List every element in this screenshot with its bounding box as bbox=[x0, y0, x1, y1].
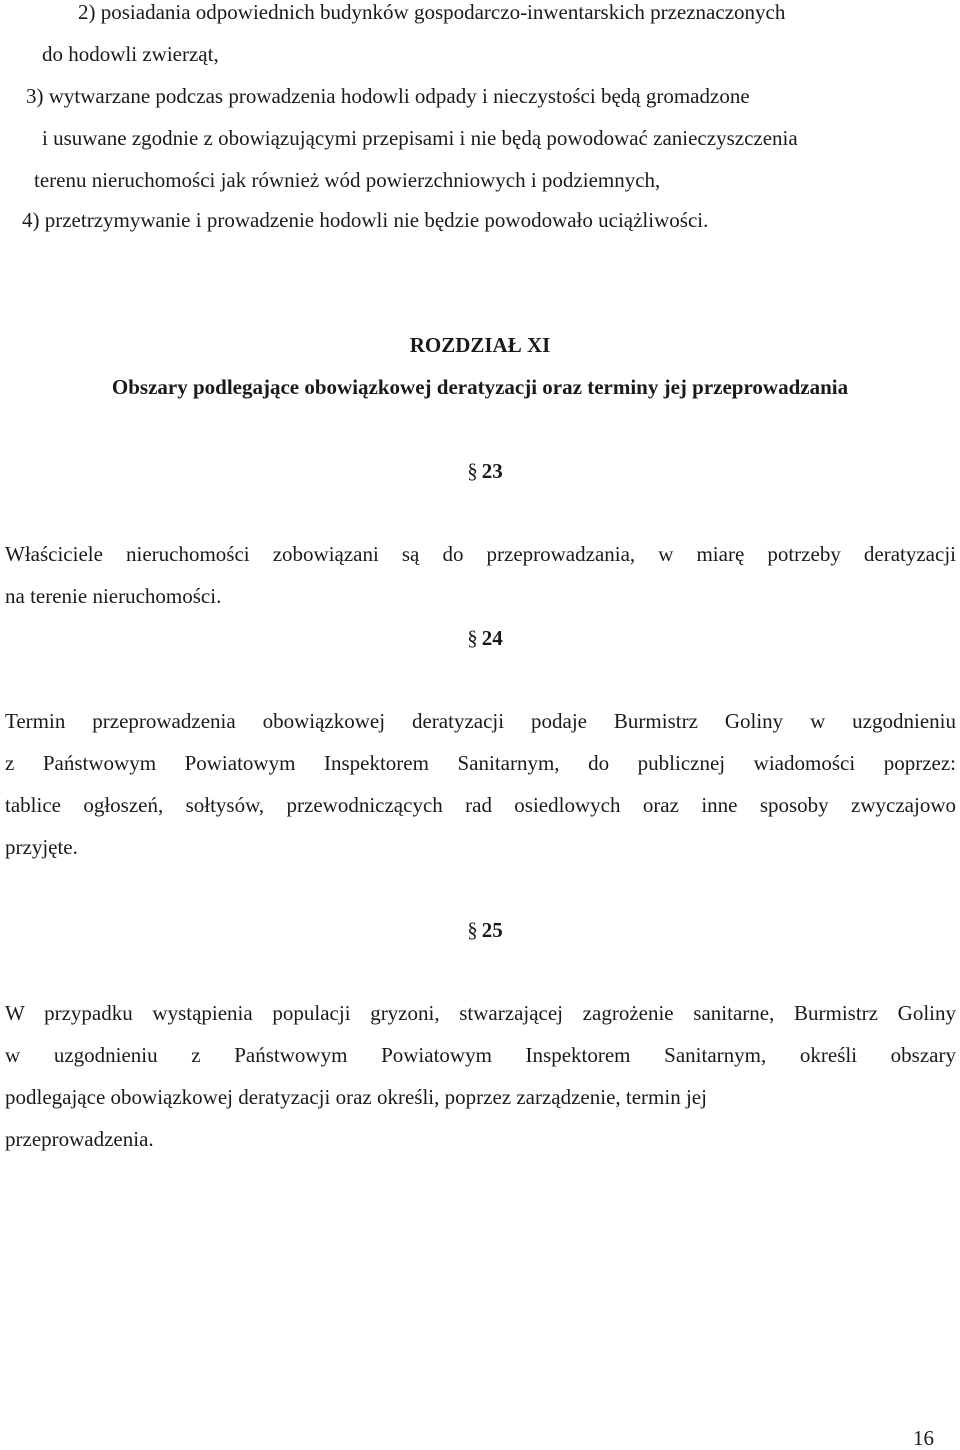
list-item-3-line-3: terenu nieruchomości jak również wód powierzchniowych i podziemnych, bbox=[34, 168, 661, 192]
list-item-4-line-1: 4) przetrzymywanie i prowadzenie hodowli nie będzie powodowało uciążliwości. bbox=[22, 208, 709, 232]
section-24-line-4: przyjęte. bbox=[5, 835, 78, 859]
section-heading-25 bbox=[5, 917, 960, 943]
list-item-3-line-2: i usuwane zgodnie z obowiązującymi przepisami i nie będą powodować zanieczyszczenia bbox=[42, 126, 798, 150]
chapter-title: Obszary podlegające obowiązkowej deratyzacji oraz terminy jej przeprowadzania bbox=[111, 375, 849, 399]
section-23-line-1: Właściciele nieruchomości zobowiązani są do przeprowadzania, w miarę potrzeby deratyzacji bbox=[5, 542, 956, 566]
section-number: 24 bbox=[481, 626, 503, 650]
section-number: 25 bbox=[481, 918, 503, 942]
list-item-3-line-1: 3) wytwarzane podczas prowadzenia hodowli odpady i nieczystości będą gromadzone bbox=[26, 84, 750, 108]
section-24-line-3: tablice ogłoszeń, sołtysów, przewodniczących rad osiedlowych oraz inne sposoby zwyczajowo bbox=[5, 793, 956, 817]
section-25-line-2: w uzgodnieniu z Państwowym Powiatowym Inspektorem Sanitarnym, określi obszary bbox=[5, 1043, 956, 1067]
section-24-line-2: z Państwowym Powiatowym Inspektorem Sanitarnym, do publicznej wiadomości poprzez: bbox=[5, 751, 956, 775]
page-number: 16 bbox=[913, 1426, 934, 1450]
list-item-2-line-2: do hodowli zwierząt, bbox=[42, 42, 219, 66]
chapter-number: ROZDZIAŁ XI bbox=[409, 333, 551, 357]
list-item-2-line-1: 2) posiadania odpowiednich budynków gospodarczo-inwentarskich przeznaczonych bbox=[78, 0, 786, 24]
section-heading-23 bbox=[5, 458, 960, 484]
section-heading-24 bbox=[5, 625, 960, 651]
section-symbol: § bbox=[467, 626, 478, 650]
section-25-line-3: podlegające obowiązkowej deratyzacji oraz określi, poprzez zarządzenie, termin jej bbox=[5, 1085, 707, 1109]
section-symbol: § bbox=[467, 459, 478, 483]
section-25-line-4: przeprowadzenia. bbox=[5, 1127, 154, 1151]
section-25-line-1: W przypadku wystąpienia populacji gryzoni, stwarzającej zagrożenie sanitarne, Burmistrz Goliny bbox=[5, 1001, 956, 1025]
section-23-line-2: na terenie nieruchomości. bbox=[5, 584, 222, 608]
section-symbol: § bbox=[467, 918, 478, 942]
section-number: 23 bbox=[481, 459, 503, 483]
section-24-line-1: Termin przeprowadzenia obowiązkowej deratyzacji podaje Burmistrz Goliny w uzgodnieniu bbox=[5, 709, 956, 733]
